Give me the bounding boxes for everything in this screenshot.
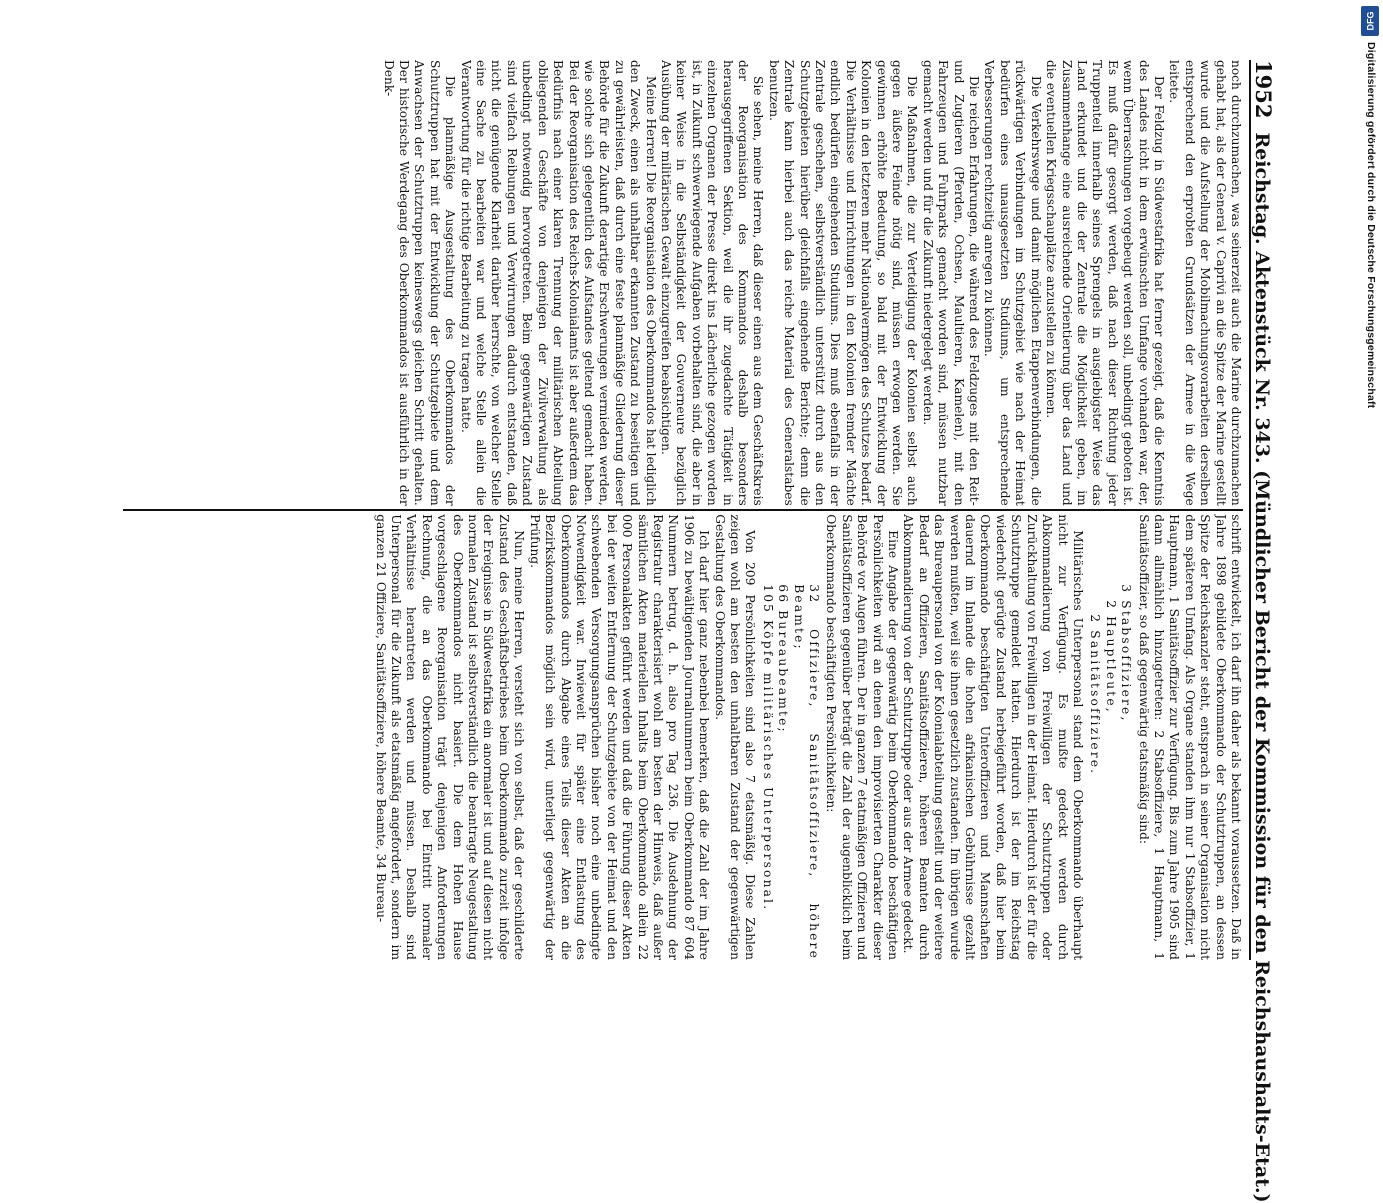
- paragraph: noch durchzumachen, was seinerzeit auch die Marine durchzumachen gehabt hat, als der General v. Caprivi an die Spitze der Marine gestellt wurde und die Aufstellung der Mobilmachungsvorarbeiten derselben entsprechend den erprobten Grundsätzen der Armee in die Wege leitete.: [1167, 60, 1243, 506]
- paragraph: Sie sehen, meine Herren, daß dieser einen aus dem Geschäftskreis der Reorganisation des Kommandos deshalb besonders herausgegriffenen Sektion, weil die ihr zugedachte Tätigkeit in einzelnen Organen der Presse direkt ins Lächerliche gezogen worden ist, in Zukunft schwerwiegende Aufgaben vorbehalten sind, die aber in keiner Weise in die Selbständigkeit der Gouverneure bezüglich Ausübung der militärischen Gewalt einzugreifen beabsichtigen.: [658, 60, 766, 506]
- list-item: 66 Bureaubeamte;: [776, 584, 791, 734]
- paragraph: Von 209 Persönlichkeiten sind also 7 etatsmäßig. Diese Zahlen zeigen wohl am besten den unhaltbaren Zustand der gegenwärtigen Gestaltung des Oberkommandos.: [712, 514, 758, 960]
- officer-list: [1087, 514, 1133, 960]
- paragraph: Eine Angabe der gegenwärtig beim Oberkommando beschäftigten Persönlichkeiten wird an denen den improvisierten Charakter dieser Behörde vor Augen führen. Der in ganzen 7 etatmäßigen Offizieren und Sanitätsoffizieren gegenüber beträgt die Zahl der augenblicklich beim Oberkommando beschäftigten Persönlichkeiten:: [824, 514, 901, 960]
- column-divider: [123, 509, 1243, 511]
- running-title: Reichstag. Aktenstück Nr. 343. (Mündlicher Bericht der Kommission für den Reichshaushalts-Etat.): [1251, 132, 1273, 1203]
- scanned-page: [75, 0, 1355, 1203]
- list-item: 105 Köpfe militärisches Unterpersonal.: [760, 584, 775, 912]
- page-number: 1952: [1251, 60, 1276, 119]
- list-item: 2 Sanitätsoffiziere.: [1088, 614, 1103, 776]
- list-item: 2 Hauptleute,: [1103, 600, 1118, 714]
- paragraph: schrift entwickelt, ich darf ihn daher als bekannt voraussetzen. Daß in Jahre 1898 gebildete Oberkommando der Schutztruppen, an dessen Spitze der Reichskanzler steht, entsprach in seiner Organisation nicht dem späteren Umfang. Als Organe standen ihm nur 1 Stabsoffizier, 1 Hauptmann, 1 Sanitätsoffizier zur Verfügung. Bis zum Jahre 1905 sind dann allmählich hinzugetreten: 2 Stabsoffiziere, 1 Hauptmann, 1 Sanitätsoffizier, so daß gegenwärtig etatsmäßig sind:: [1136, 514, 1243, 960]
- page-header: [1249, 60, 1285, 1203]
- right-column: [123, 514, 1243, 960]
- paragraph: Die Verkehrswege und damit möglichen Etappenverbindungen, die rückwärtigen Verbindungen im Schutzgebiet wie nach der Heimat bedürfen eines unausgesetzten Studiums, um entsprechende Verbesserungen rechtzeitig anregen zu können.: [982, 60, 1043, 506]
- paragraph: Die planmäßige Ausgestaltung des Oberkommandos der Schutztruppen hat mit der Entwicklung der Schutzgebiete und dem Anwachsen der Schutztruppen keineswegs gleichen Schritt gehalten. Der historische Werdegang des Oberkommandos ist ausführlich in der Denk-: [381, 60, 458, 506]
- dfg-logo: [1361, 6, 1379, 36]
- paragraph: Die reichen Erfahrungen, die während des Feldzuges mit den Reit- und Zugtieren (Pferden, Ochsen, Maultieren, Kamelen), mit den Fahrzeugen und Fuhrparks gemacht worden sind, müssen nutzbar gemacht werden und für die Zukunft niedergelegt werden.: [920, 60, 982, 506]
- paragraph: Die Maßnahmen, die zur Verteidigung der Kolonien selbst auch gegen äußere Feinde nötig sind, müssen erwogen werden. Sie gewinnen erhöhte Bedeutung, so bald mit der Entwicklung der Kolonien in den letzteren mehr Nationalvermögen des Schutzes bedarf. Die Verhältnisse und Einrichtungen in den Kolonien fremder Mächte endlich bedürfen eingehenden Studiums. Dies muß ebenfalls in der Zentrale geschehen, selbstverständlich unterstützt durch aus den Schutzgebieten hierüber gleichfalls eingehende Berichte; denn die Zentrale kann hierbei auch das reiche Material des Generalstabes benutzen.: [766, 60, 920, 506]
- paragraph: Der Feldzug in Südwestafrika hat ferner gezeigt, daß die Kenntnis des Landes nicht in dem erwünschten Umfange vorhanden war, der, wenn Überraschungen vorgebeugt werden soll, unbedingt geboten ist. Es muß dafür gesorgt werden, daß nach dieser Richtung jeder Truppenteil innerhalb seines Sprengels in ausgiebigster Weise das Land erkundet und die der Zentrale die Möglichkeit geben, im Zusammenhange eine ausreichende Orientierung über das Land und die eventuellen Kriegsschauplätze anzustellen zu können.: [1044, 60, 1166, 506]
- paragraph: Meine Herren! Die Reorganisation des Oberkommandos hat lediglich den Zweck, einen als unhaltbar erkannten Zustand zu beseitigen und zu gewährleisten, daß durch eine feste planmäßige Gliederung dieser Behörde für die Zukunft derartige Erschwerungen vermieden werden, wie solche sich gelegentlich des Aufstandes geltend gemacht haben. Bei der Reorganisation des Reichs-Kolonialamts ist aber außerdem das Bedürfnis nach einer klaren Trennung der militärischen Abteilung obliegenden Geschäfte von denjenigen der Zivilverwaltung als unbedingt notwendig hervorgetreten. Beim gegenwärtigen Zustand sind vielfach Reibungen und Verwirrungen dadurch entstanden, daß nicht die genügende Klarheit darüber herrschte, von welcher Stelle eine Sache zu bearbeiten war und welche Stelle allein die Verantwortung für die richtige Bearbeitung zu tragen hatte.: [458, 60, 658, 506]
- dfg-logo-text: DFG: [1365, 11, 1375, 31]
- list-item: 32 Offiziere, Sanitätsoffiziere, höhere Beamte;: [791, 584, 822, 960]
- digitization-credit-text: Digitalisierung gefördert durch die Deutsche Forschungsgemeinschaft: [1365, 42, 1377, 409]
- credit-strip: [1355, 0, 1383, 1000]
- list-item: 3 Stabsoffiziere,: [1119, 584, 1134, 723]
- left-column: [123, 60, 1243, 506]
- digitization-credit: [1363, 42, 1377, 642]
- personnel-list: [759, 514, 821, 960]
- paragraph: Militärisches Unterpersonal stand dem Oberkommando überhaupt nicht zur Verfügung. Es mußte gedeckt werden durch Abkommandierung von Freiwilligen der Schutztruppen oder Zurückhaltung von Freiwilligen in der Heimat. Hierdurch ist der für die Schutztruppe gemeldet hatten. Hierdurch ist der im Reichstag wiederholt gerügte Zustand herbeigeführt worden, daß hier beim Oberkommando beschäftigten Unteroffizieren und Mannschaften dauernd im Inlande die hohen afrikanischen Gebührnisse gezahlt werden mußten, weil sie ihnen gesetzlich zustanden. Im übrigen wurde das Bureaupersonal von der Kolonialabteilung gestellt und der weitere Bedarf an Offizieren, Sanitätsoffizieren, höheren Beamten durch Abkommandierung von der Schutztruppe oder aus der Armee gedeckt.: [901, 514, 1085, 960]
- paragraph: Nun, meine Herren, versteht sich von selbst, daß der geschilderte Zustand des Geschäftsbetriebes beim Oberkommando zurzeit infolge der Ereignisse in Südwestafrika ein anormaler ist und auf diesen nicht normalen Zustand ist selbstverständlich die beantragte Neugestaltung des Oberkommandos nicht basiert. Die dem Hohen Hause vorgeschlagene Reorganisation trägt denjenigen Anforderungen Rechnung, die an das Oberkommando bei Eintritt normaler Verhältnisse herantreten werden und müssen. Deshalb sind Unterpersonal für die Zukunft als etatsmäßig angefordert, sondern im ganzen 21 Offiziere, Sanitätsoffiziere, höhere Beamte, 34 Bureau-: [373, 514, 527, 960]
- paragraph: Ich darf hier ganz nebenbei bemerken, daß die Zahl der im Jahre 1906 zu bewältigenden Journalnummern beim Oberkommando 87 604 Nummern betrug, d. h. also pro Tag 236. Die Ausdehnung der Registratur charakterisiert wohl am besten der Hinweis, daß außer sämtlichen Akten materiellen Inhalts beim Oberkommando allein 22 000 Personalakten geführt werden und daß die Führung dieser Akten bei der weiten Entfernung der Schutzgebiete von der Heimat und den schwebenden Versorgungsansprüchen bisher noch eine unbedingte Notwendigkeit war. Inwieweit für später eine Entlastung des Oberkommandos durch Abgabe eines Teils dieser Akten an die Bezirkskommandos möglich sein wird, unterliegt gegenwärtig der Prüfung.: [527, 514, 712, 960]
- text-columns: [123, 60, 1243, 960]
